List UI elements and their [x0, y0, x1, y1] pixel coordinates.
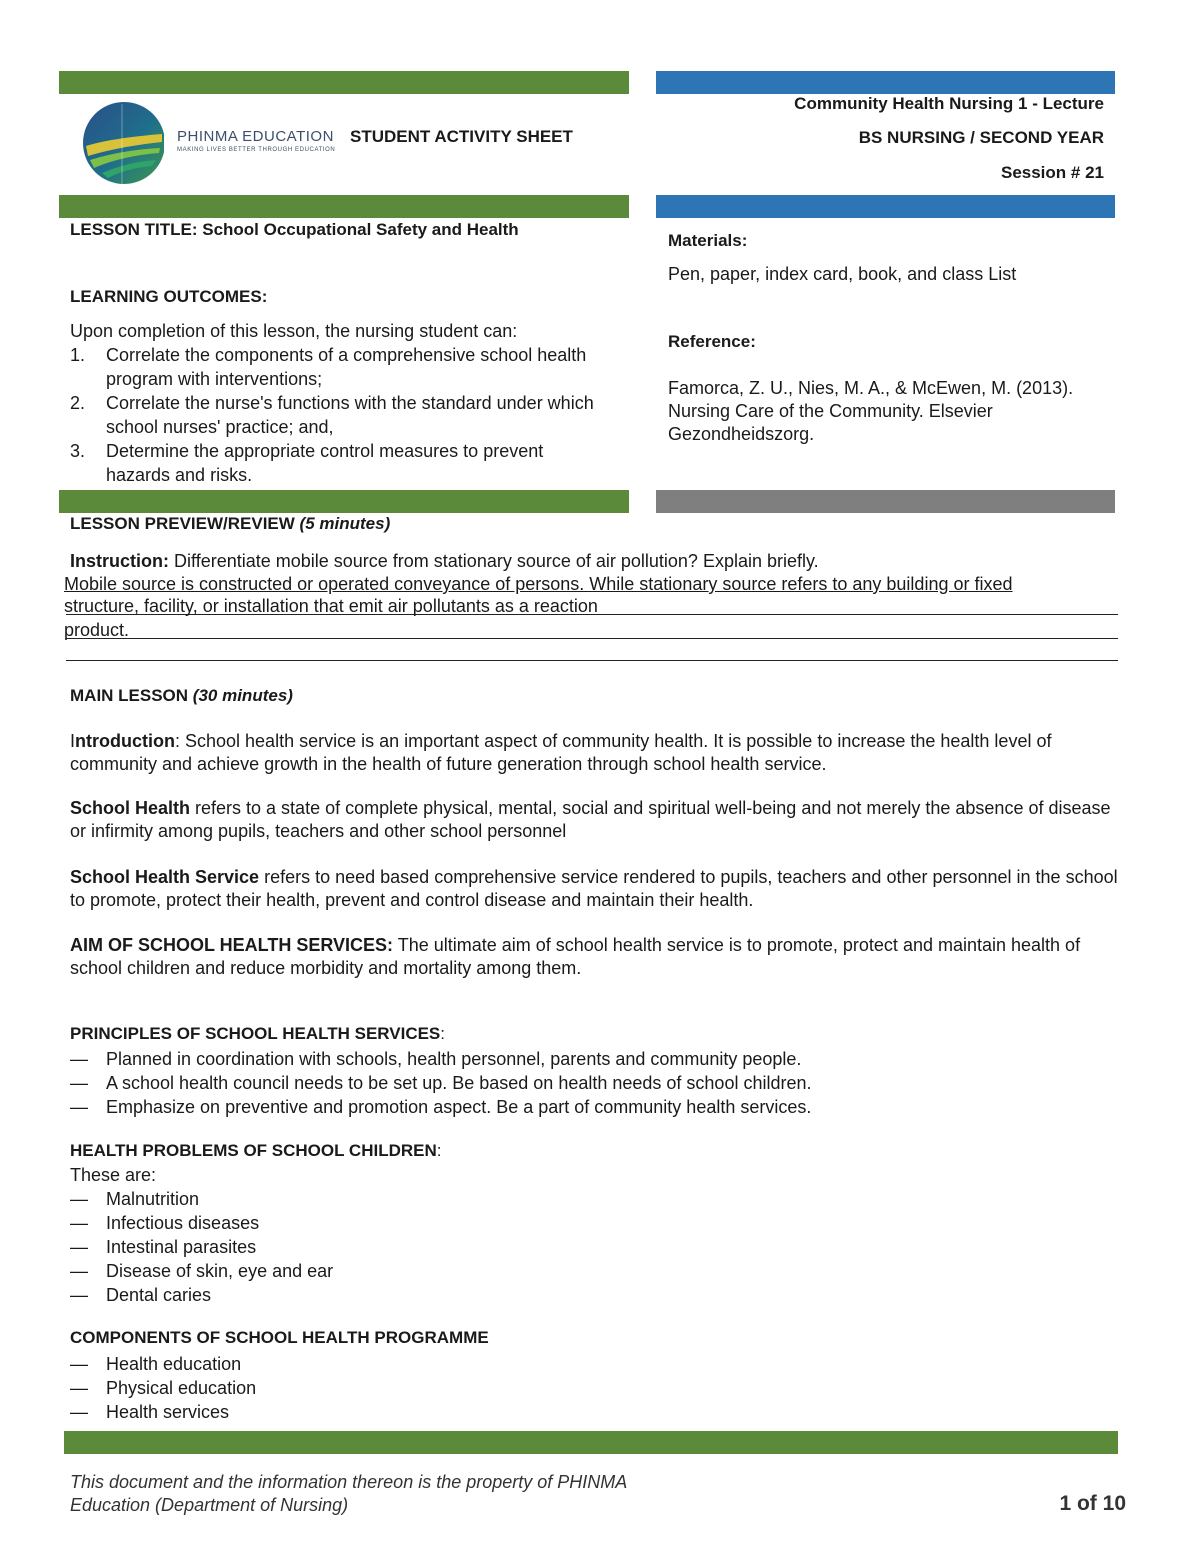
- mid-left-bar: [59, 195, 629, 218]
- list-item: — A school health council needs to be set up. Be based on health needs of school children.: [70, 1073, 812, 1093]
- principles-heading: PRINCIPLES OF SCHOOL HEALTH SERVICES:: [70, 1024, 446, 1043]
- outcome-item: 2. Correlate the nurse's functions with the standard under which school nurses' practice; and,: [70, 393, 594, 437]
- footer-notice-line-2: Education (Department of Nursing): [70, 1495, 349, 1515]
- learning-outcomes-heading: LEARNING OUTCOMES:: [70, 287, 268, 306]
- answer-line-1: Mobile source is constructed or operated conveyance of persons. While stationary source refers to any building or fixed: [64, 574, 1013, 594]
- introduction-paragraph: Introduction: School health service is an important aspect of community health. It is possible to increase the health level of community and achieve growth in the health of future generation through school health service.: [70, 731, 1052, 774]
- outcomes-list: [70, 343, 600, 487]
- phinma-logo: [82, 98, 336, 188]
- components-list: [70, 1352, 670, 1424]
- materials-text: Pen, paper, index card, book, and class List: [668, 264, 1017, 284]
- list-item: — Emphasize on preventive and promotion aspect. Be a part of community health services.: [70, 1097, 812, 1117]
- outcomes-intro: Upon completion of this lesson, the nursing student can:: [70, 321, 518, 341]
- answer-line-2: structure, facility, or installation that emit air pollutants as a reaction: [64, 596, 598, 616]
- reference-heading: Reference:: [668, 332, 756, 351]
- list-item: — Dental caries: [70, 1285, 212, 1305]
- logo-name: PHINMA EDUCATION: [177, 128, 334, 145]
- list-item: — Physical education: [70, 1378, 257, 1398]
- lesson-title: [70, 218, 519, 241]
- lesson-title-label: LESSON TITLE:: [70, 220, 198, 239]
- outcome-item: 1. Correlate the components of a comprehensive school health program with interventions;: [70, 345, 587, 389]
- components-heading: COMPONENTS OF SCHOOL HEALTH PROGRAMME: [70, 1328, 489, 1347]
- lower-right-bar: [656, 490, 1115, 513]
- list-item: — Infectious diseases: [70, 1213, 260, 1233]
- top-left-bar: [59, 71, 629, 94]
- course-title: Community Health Nursing 1 - Lecture: [794, 94, 1104, 113]
- top-right-bar: [656, 71, 1115, 94]
- phinma-logo-icon: [82, 98, 164, 188]
- list-item: — Health education: [70, 1354, 242, 1374]
- school-health-paragraph: School Health refers to a state of complete physical, mental, social and spiritual well-being and not merely the absence of disease or infirmity among pupils, teachers and other school personnel: [70, 798, 1111, 841]
- sheet-title: STUDENT ACTIVITY SHEET: [350, 127, 573, 146]
- health-problems-intro: These are:: [70, 1165, 157, 1185]
- answer-rule-3: [66, 638, 1118, 639]
- list-item: — Disease of skin, eye and ear: [70, 1261, 334, 1281]
- page-number: 1 of 10: [1059, 1492, 1126, 1515]
- footer-notice-line-1: This document and the information thereon is the property of PHINMA: [70, 1472, 628, 1492]
- list-item: — Health services: [70, 1402, 230, 1422]
- list-item: — Planned in coordination with schools, health personnel, parents and community people.: [70, 1049, 802, 1069]
- outcome-item: 3. Determine the appropriate control measures to prevent hazards and risks.: [70, 441, 544, 485]
- answer-rule-4: [66, 660, 1118, 661]
- principles-list: [70, 1047, 1130, 1119]
- logo-tagline: MAKING LIVES BETTER THROUGH EDUCATION: [177, 147, 336, 153]
- health-problems-heading: HEALTH PROBLEMS OF SCHOOL CHILDREN:: [70, 1141, 442, 1160]
- program-year: BS NURSING / SECOND YEAR: [858, 128, 1104, 147]
- lower-left-bar: [59, 490, 629, 513]
- reference-text: Famorca, Z. U., Nies, M. A., & McEwen, M. (2013). Nursing Care of the Community. Elsevier Gezondheidszorg.: [668, 378, 1074, 444]
- aim-paragraph: AIM OF SCHOOL HEALTH SERVICES: The ultimate aim of school health service is to promote, protect and maintain health of school children and reduce morbidity and mortality among them.: [70, 935, 1081, 978]
- materials-heading: Materials:: [668, 231, 748, 250]
- preview-instruction: Instruction: Differentiate mobile source from stationary source of air pollution? Explain briefly.: [70, 551, 819, 571]
- mid-right-bar: [656, 195, 1115, 218]
- preview-heading: LESSON PREVIEW/REVIEW (5 minutes): [70, 514, 391, 533]
- list-item: — Malnutrition: [70, 1189, 200, 1209]
- answer-line-3: product.: [64, 620, 130, 640]
- school-health-service-paragraph: School Health Service refers to need based comprehensive service rendered to pupils, teachers and other personnel in the school to promote, protect their health, prevent and control disease and maintain their health.: [70, 867, 1118, 910]
- main-lesson-heading: MAIN LESSON (30 minutes): [70, 686, 293, 705]
- footer-bar: [64, 1431, 1118, 1454]
- session-number: Session # 21: [1000, 163, 1104, 182]
- lesson-title-text: School Occupational Safety and Health: [202, 220, 519, 239]
- health-problems-list: [70, 1187, 670, 1307]
- list-item: — Intestinal parasites: [70, 1237, 257, 1257]
